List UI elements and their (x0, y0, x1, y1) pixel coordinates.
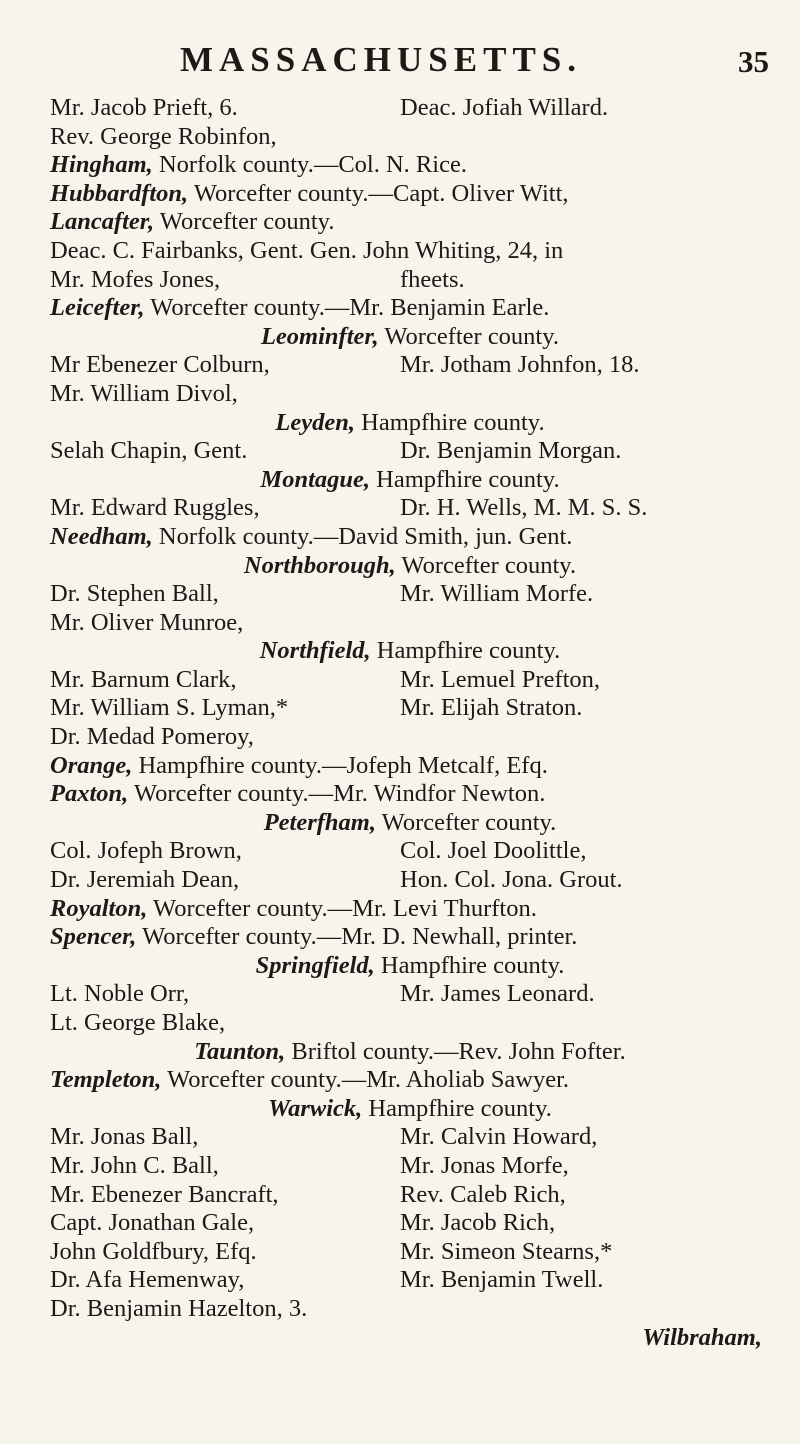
town-name: Taunton, (194, 1037, 286, 1065)
subscriber-name: Dr. H. Wells, M. M. S. S. (400, 494, 648, 522)
town-name: Hingham, (50, 151, 153, 179)
subscriber-name: Mr. William S. Lyman,* (50, 694, 289, 722)
town-detail: Worcefter county. (375, 808, 557, 836)
list-row (40, 666, 780, 695)
subscriber-name: Mr. William Morfe. (400, 580, 594, 608)
subscriber-name: Lt. Noble Orr, (50, 980, 190, 1008)
subscriber-name: Capt. Jonathan Gale, (50, 1209, 255, 1237)
town-line (40, 780, 545, 809)
town-heading (40, 151, 780, 180)
town-heading (40, 1038, 780, 1067)
town-name: Springfield, (255, 951, 375, 979)
subscriber-name: Mr. Oliver Munroe, (50, 608, 244, 636)
town-name: Royalton, (50, 894, 148, 922)
town-name: Lancafter, (50, 208, 155, 236)
list-row (40, 1181, 780, 1210)
town-name: Spencer, (50, 923, 137, 951)
list-row (40, 437, 780, 466)
town-heading (40, 780, 780, 809)
town-name: Leicefter, (50, 294, 145, 322)
town-heading (40, 409, 780, 438)
town-name: Northborough, (243, 551, 396, 579)
subscriber-name: Mr. Jacob Prieft, 6. (50, 94, 238, 121)
subscriber-name: Col. Jofeph Brown, (50, 837, 242, 865)
subscriber-name: Selah Chapin, Gent. (50, 437, 248, 465)
town-line (261, 323, 559, 352)
town-name: Paxton, (50, 780, 129, 808)
subscriber-name: Mr. Jotham Johnfon, 18. (400, 351, 640, 379)
town-heading (40, 323, 780, 352)
town-heading (40, 637, 780, 666)
subscriber-name: Dr. Stephen Ball, (50, 580, 219, 608)
town-heading (40, 895, 780, 924)
running-head: MASSACHUSETTS. (180, 40, 583, 79)
subscriber-name: Dr. Medad Pomeroy, (50, 723, 254, 751)
subscriber-name: Lt. George Blake, (50, 1009, 226, 1036)
town-detail: Worcefter county.—Mr. Aholiab Sawyer. (161, 1066, 570, 1094)
subscriber-name: John Goldfbury, Efq. (50, 1237, 257, 1265)
town-heading (40, 952, 780, 981)
list-row (40, 1238, 780, 1267)
town-line (40, 895, 537, 924)
town-detail: Hampfhire county. (355, 408, 545, 436)
list-row (40, 123, 780, 152)
town-detail: Worcefter county. (378, 322, 560, 350)
town-name: Peterfham, (263, 808, 376, 836)
town-line (194, 1038, 626, 1067)
town-heading (40, 809, 780, 838)
list-row (40, 1266, 780, 1295)
list-row (40, 694, 780, 723)
subscriber-name: Col. Joel Doolittle, (400, 837, 587, 865)
town-line (40, 752, 548, 781)
town-detail: Hampfhire county. (370, 465, 560, 493)
list-row (40, 580, 780, 609)
town-detail: Norfolk county.—Col. N. Rice. (152, 151, 467, 179)
town-detail: Worcefter county.—Mr. D. Newhall, printer. (136, 923, 578, 951)
subscriber-name: Mr. Benjamin Twell. (400, 1266, 604, 1294)
subscriber-name: Rev. George Robinfon, (50, 122, 277, 150)
subscriber-name: fheets. (400, 265, 465, 293)
town-detail: Hampfhire county. (370, 637, 561, 665)
list-row (40, 866, 780, 895)
town-line (256, 952, 565, 981)
town-heading (40, 180, 780, 209)
town-detail: Hampfhire county. (362, 1094, 552, 1122)
town-name: Warwick, (268, 1094, 363, 1122)
town-name: Orange, (50, 751, 133, 779)
town-line (40, 294, 549, 323)
town-heading (40, 208, 780, 237)
subscriber-name: Mr. Barnum Clark, (50, 665, 237, 693)
catchword (40, 1324, 780, 1353)
town-detail: Worcefter county.—Capt. Oliver Witt, (188, 179, 569, 207)
town-line (275, 409, 544, 438)
town-detail: Worcefter county.—Mr. Windfor Newton. (128, 780, 546, 808)
town-line (40, 523, 572, 552)
town-detail: Worcefter county.—Mr. Benjamin Earle. (144, 294, 550, 322)
town-detail: Worcefter county. (395, 551, 577, 579)
catchword-text: Wilbraham, (642, 1323, 762, 1351)
subscriber-name: Deac. Jofiah Willard. (400, 94, 609, 121)
town-heading (40, 1066, 780, 1095)
town-name: Hubbardfton, (50, 179, 189, 207)
subscriber-name: Mr. Edward Ruggles, (50, 494, 260, 522)
subscriber-name: Hon. Col. Jona. Grout. (400, 866, 623, 894)
subscriber-name: Mr. Jonas Ball, (50, 1123, 199, 1151)
town-name: Montague, (260, 465, 370, 493)
town-detail: Norfolk county.—David Smith, jun. Gent. (152, 522, 573, 550)
town-line (40, 180, 569, 209)
list-row (40, 609, 780, 638)
town-line (264, 809, 557, 838)
list-row (40, 266, 780, 295)
town-name: Needham, (50, 522, 153, 550)
subscriber-name: Mr. Elijah Straton. (400, 694, 583, 722)
town-detail: Worcefter county.—Mr. Levi Thurfton. (147, 894, 537, 922)
subscriber-name: Mr. John C. Ball, (50, 1151, 219, 1179)
subscriber-name: Mr. Jacob Rich, (400, 1209, 556, 1237)
subscriber-name: Mr. William Divol, (50, 379, 238, 407)
town-heading (40, 552, 780, 581)
town-heading (40, 923, 780, 952)
town-line (268, 1095, 552, 1124)
list-row (40, 380, 780, 409)
subscriber-name: Mr. Simeon Stearns,* (400, 1237, 613, 1265)
page-number: 35 (738, 44, 769, 79)
list-row (40, 837, 780, 866)
list-row (40, 1209, 780, 1238)
town-line (260, 637, 561, 666)
subscriber-name: Dr. Afa Hemenway, (50, 1266, 245, 1294)
subscriber-name: Mr. Jonas Morfe, (400, 1151, 569, 1179)
town-line (40, 151, 467, 180)
town-name: Leominfter, (260, 322, 379, 350)
subscriber-name: Dr. Jeremiah Dean, (50, 866, 240, 894)
town-heading (40, 1095, 780, 1124)
subscriber-name: Mr Ebenezer Colburn, (50, 351, 270, 379)
subscriber-name: Deac. C. Fairbanks, Gent. Gen. John Whiting, 24, in (50, 236, 564, 264)
subscriber-name: Rev. Caleb Rich, (400, 1180, 566, 1208)
town-heading (40, 523, 780, 552)
subscriber-name: Mr. James Leonard. (400, 980, 595, 1008)
subscriber-name: Mr. Mofes Jones, (50, 265, 221, 293)
list-row (40, 94, 780, 123)
town-detail: Hampfhire county.—Jofeph Metcalf, Efq. (132, 751, 548, 779)
town-line (40, 1066, 569, 1095)
list-row (40, 1123, 780, 1152)
page-header (0, 40, 800, 90)
list-row (40, 351, 780, 380)
subscriber-name: Mr. Lemuel Prefton, (400, 665, 601, 693)
town-line (260, 466, 559, 495)
town-detail: Briftol county.—Rev. John Fofter. (285, 1037, 626, 1065)
town-line (244, 552, 576, 581)
list-row (40, 494, 780, 523)
list-row (40, 1009, 780, 1038)
subscriber-list (40, 94, 780, 1352)
town-heading (40, 466, 780, 495)
town-name: Templeton, (50, 1066, 162, 1094)
subscriber-name: Mr. Calvin Howard, (400, 1123, 598, 1151)
list-row (40, 1295, 780, 1324)
town-name: Leyden, (275, 408, 355, 436)
list-row (40, 237, 780, 266)
list-row (40, 1152, 780, 1181)
subscriber-name: Mr. Ebenezer Bancraft, (50, 1180, 279, 1208)
town-heading (40, 294, 780, 323)
town-line (40, 923, 577, 952)
town-line (40, 208, 334, 237)
town-name: Northfield, (259, 637, 371, 665)
list-row (40, 723, 780, 752)
town-detail: Hampfhire county. (374, 951, 565, 979)
subscriber-name: Dr. Benjamin Hazelton, 3. (50, 1294, 308, 1322)
town-heading (40, 752, 780, 781)
list-row (40, 980, 780, 1009)
subscriber-name: Dr. Benjamin Morgan. (400, 437, 622, 465)
town-detail: Worcefter county. (154, 208, 335, 236)
